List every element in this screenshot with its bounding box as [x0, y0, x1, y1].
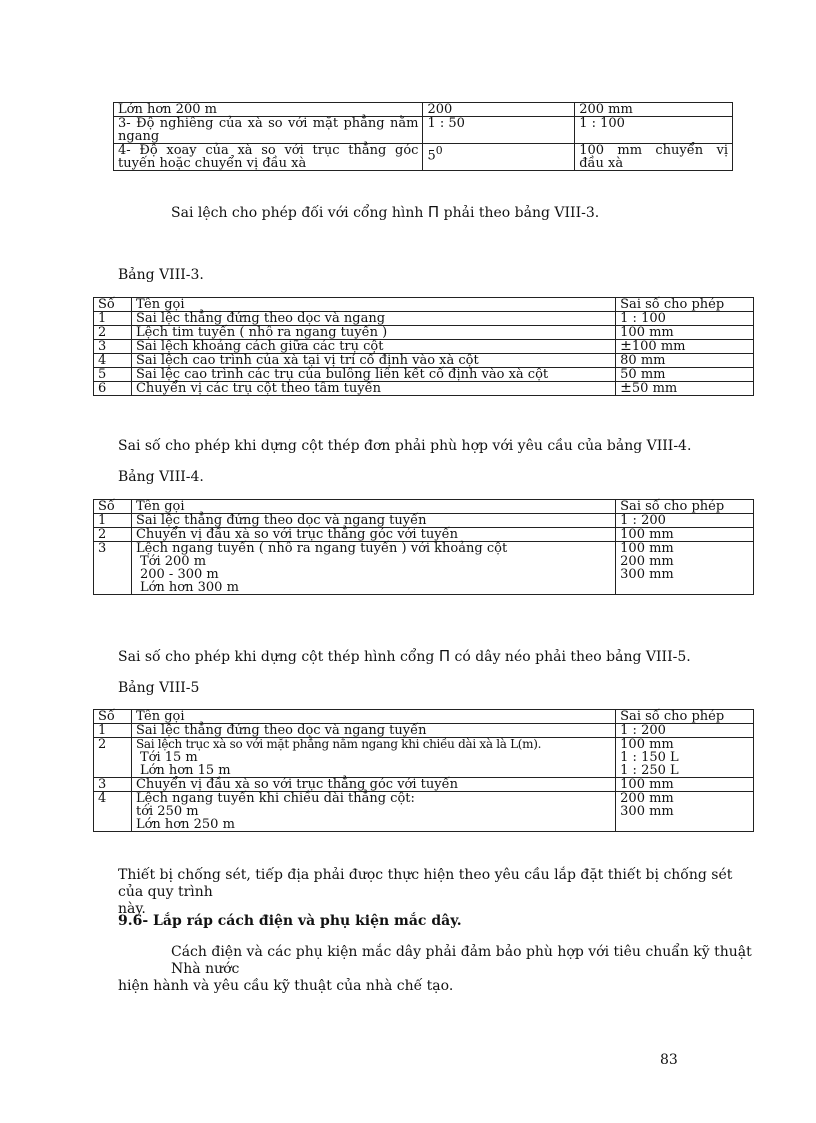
cell-line: 100 mm [620, 541, 674, 556]
table-cell [131, 542, 615, 595]
paragraph-viii-5-intro [118, 648, 691, 666]
table-cell: 200 [423, 103, 575, 117]
table-cell: 100 mm [616, 326, 754, 340]
table-cell [616, 382, 754, 396]
cell-line: 200 mm [620, 791, 674, 806]
tolerance-value: 100 mm [631, 339, 686, 354]
column-header: Tên gọi [131, 500, 615, 514]
cell-line: 1 : 250 L [620, 763, 679, 778]
table-cell: 100 mm chuyển vị đầu xà [575, 144, 733, 171]
table-cell: Sai lệch khoảng cách giữa các trụ cột [131, 340, 615, 354]
column-header: Số [94, 500, 132, 514]
table-row [94, 514, 754, 528]
paragraph-viii-4-intro: Sai số cho phép khi dựng cột thép đơn phải phù hợp với yêu cầu của bảng VIII-4. [118, 438, 692, 454]
table-row [94, 354, 754, 368]
cell-line: Lệch ngang tuyến khi chiều dài thẳng cột: [135, 791, 415, 806]
plus-minus-symbol: ± [620, 380, 632, 396]
section-heading-9-6: 9.6- Lắp ráp cách điện và phụ kiện mắc dây. [118, 913, 462, 929]
column-header: Sai số cho phép [616, 298, 754, 312]
column-header: Số [94, 710, 132, 724]
table-cell: 4 [94, 792, 132, 832]
table-cell: 50 mm [616, 368, 754, 382]
text-line: Cách điện và các phụ kiện mắc dây phải đảm bảo phù hợp với tiêu chuẩn kỹ thuật Nhà nước [171, 944, 752, 977]
table-header-row [94, 500, 754, 514]
table-cell: 5 [94, 368, 132, 382]
table-cell: 3 [94, 778, 132, 792]
table-cell: Lớn hơn 200 m [114, 103, 423, 117]
table-cell: Sai lệc thẳng đứng theo dọc và ngang [131, 312, 615, 326]
table-row [114, 144, 733, 171]
table-row [94, 326, 754, 340]
table-row [94, 382, 754, 396]
pi-symbol: Π [438, 647, 451, 665]
table-viii-4 [93, 499, 754, 595]
table-row [94, 542, 754, 595]
table-cell: 1 : 50 [423, 117, 575, 144]
cell-line: 200 - 300 m [139, 567, 219, 582]
table-row [114, 103, 733, 117]
column-header: Sai số cho phép [616, 500, 754, 514]
table-row [94, 368, 754, 382]
tolerance-value: 50 mm [631, 381, 678, 396]
table-cell: 4 [94, 354, 132, 368]
table-cell [131, 792, 615, 832]
table-row [94, 312, 754, 326]
plus-minus-symbol: ± [620, 338, 632, 354]
table-cell: 1 : 100 [575, 117, 733, 144]
cell-line: Lớn hơn 250 m [135, 817, 235, 832]
cell-line: 1 : 150 L [620, 750, 679, 765]
table-cell [616, 340, 754, 354]
paragraph-lightning-protection [118, 867, 758, 918]
cell-line: Lệch ngang tuyến ( nhô ra ngang tuyến ) với khoảng cột [135, 541, 508, 556]
pi-symbol: Π [427, 203, 440, 221]
table-cell: 80 mm [616, 354, 754, 368]
table-cell: 3- Độ nghiêng của xà so với mặt phẳng nằm ngang [114, 117, 423, 144]
table-row [94, 778, 754, 792]
cell-line: 300 mm [620, 804, 674, 819]
table-cell [131, 738, 615, 778]
table-cell: 2 [94, 528, 132, 542]
cell-line: 200 mm [620, 554, 674, 569]
table-cell: 2 [94, 738, 132, 778]
table-cell: 200 mm [575, 103, 733, 117]
table-cell: Sai lệc cao trình các trụ của bulông liên kết cố định vào xà cột [131, 368, 615, 382]
table-row [94, 528, 754, 542]
table-cell [616, 738, 754, 778]
paragraph-insulator-requirements [118, 944, 758, 995]
table-cell [616, 542, 754, 595]
table-cell: Sai lệc thẳng đứng theo dọc và ngang tuyến [131, 724, 615, 738]
column-header: Sai số cho phép [616, 710, 754, 724]
table-cell: Sai lệch cao trình của xà tại vị trí cố định vào xà cột [131, 354, 615, 368]
text-segment: phải theo bảng VIII-3. [439, 205, 600, 221]
text-line: này. [118, 901, 146, 917]
table-caption-viii-4: Bảng VIII-4. [118, 469, 204, 485]
table-viii-2-continuation [113, 102, 733, 171]
table-cell: 2 [94, 326, 132, 340]
degree-superscript: 0 [435, 144, 443, 157]
cell-line: Lớn hơn 15 m [139, 763, 231, 778]
table-cell: Chuyển vị các trụ cột theo tâm tuyến [131, 382, 615, 396]
table-cell: 3 [94, 340, 132, 354]
table-cell: 1 [94, 724, 132, 738]
text-segment: Sai số cho phép khi dựng cột thép hình cổng [118, 649, 439, 665]
table-cell: 100 mm [616, 528, 754, 542]
rotation-value: 5 [427, 148, 436, 164]
table-row [94, 738, 754, 778]
table-row [114, 117, 733, 144]
cell-line: tới 250 m [135, 804, 199, 819]
cell-line: Tới 15 m [139, 750, 198, 765]
cell-line: Sai lệch trục xà so với mặt phẳng nằm ngang khi chiều dài xà là L(m). [135, 737, 542, 751]
column-header: Tên gọi [131, 298, 615, 312]
table-viii-3 [93, 297, 754, 396]
table-viii-5 [93, 709, 754, 832]
cell-line: Lớn hơn 300 m [139, 580, 239, 595]
table-cell: 3 [94, 542, 132, 595]
table-cell: Sai lệc thẳng đứng theo dọc và ngang tuyến [131, 514, 615, 528]
cell-line: 100 mm [620, 737, 674, 752]
table-cell: 6 [94, 382, 132, 396]
table-header-row [94, 298, 754, 312]
table-row [94, 792, 754, 832]
table-cell: 1 : 100 [616, 312, 754, 326]
paragraph-viii-3-intro [171, 204, 599, 222]
table-cell: 1 [94, 514, 132, 528]
table-caption-viii-3: Bảng VIII-3. [118, 267, 204, 283]
table-cell [616, 792, 754, 832]
table-header-row [94, 710, 754, 724]
cell-line: 300 mm [620, 567, 674, 582]
cell-line: Tới 200 m [139, 554, 207, 569]
table-row [94, 340, 754, 354]
table-cell: 1 [94, 312, 132, 326]
table-row [94, 724, 754, 738]
table-cell: 4- Độ xoay của xà so với trục thẳng góc tuyến hoặc chuyển vị đầu xà [114, 144, 423, 171]
text-line: Thiết bị chống sét, tiếp địa phải đưọc thực hiện theo yêu cầu lắp đặt thiết bị chống sét của quy trình [118, 867, 733, 900]
table-caption-viii-5: Bảng VIII-5 [118, 680, 200, 696]
column-header: Số [94, 298, 132, 312]
table-cell [423, 144, 575, 171]
column-header: Tên gọi [131, 710, 615, 724]
table-cell: 100 mm [616, 778, 754, 792]
table-cell: Chuyển vị đầu xà so với trục thẳng góc với tuyến [131, 528, 615, 542]
text-segment: Sai lệch cho phép đối với cổng hình [171, 205, 428, 221]
text-line: hiện hành và yêu cầu kỹ thuật của nhà chế tạo. [118, 978, 454, 994]
table-cell: Chuyển vị đầu xà so với trục thẳng góc với tuyến [131, 778, 615, 792]
table-cell: 1 : 200 [616, 724, 754, 738]
text-segment: có dây néo phải theo bảng VIII-5. [450, 649, 691, 665]
table-cell: Lệch tim tuyến ( nhô ra ngang tuyến ) [131, 326, 615, 340]
table-cell: 1 : 200 [616, 514, 754, 528]
page-number: 83 [660, 1052, 678, 1068]
